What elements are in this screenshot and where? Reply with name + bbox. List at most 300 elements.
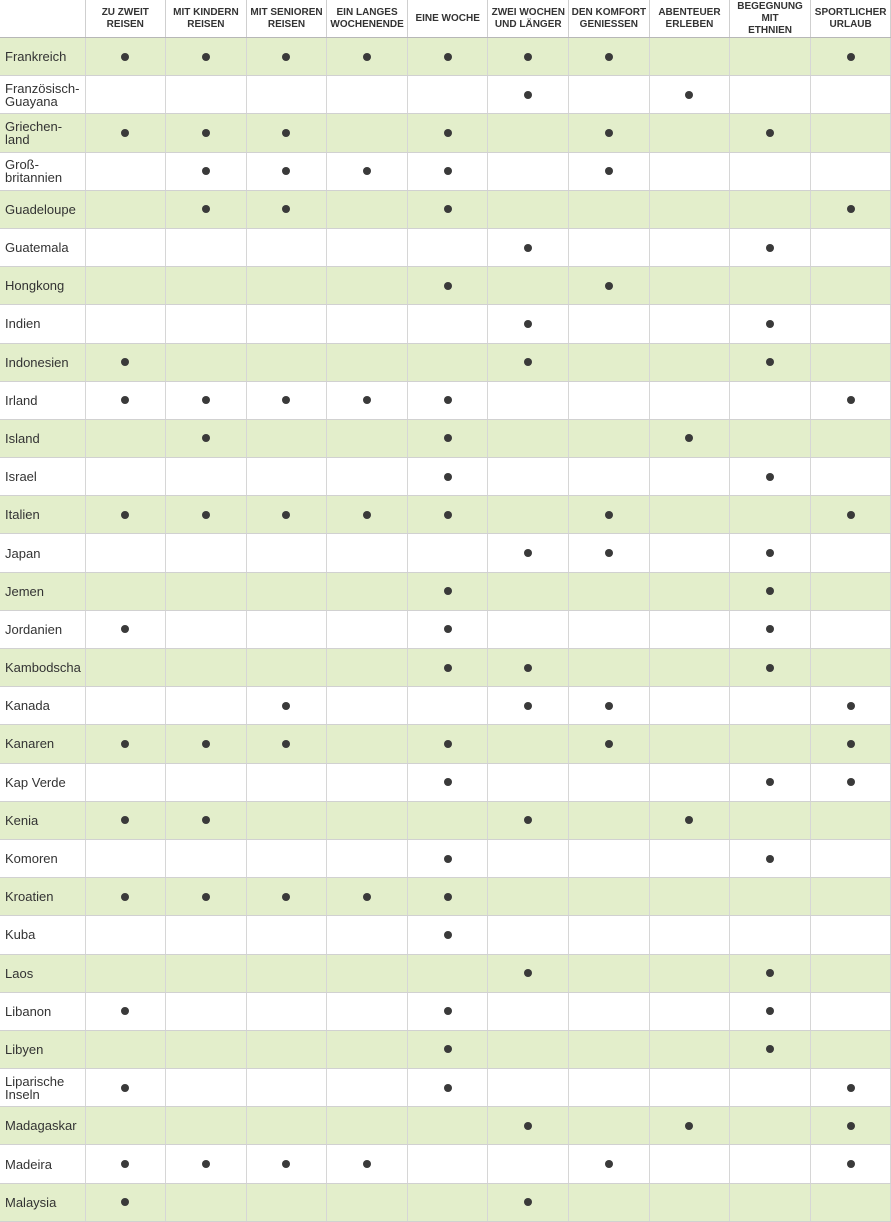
- mark-cell: [649, 649, 730, 687]
- mark-cell: [166, 1030, 247, 1068]
- mark-cell: [327, 1107, 408, 1145]
- mark-cell: [166, 572, 247, 610]
- mark-cell: [85, 878, 166, 916]
- bullet-dot-icon: [444, 511, 452, 519]
- bullet-dot-icon: [282, 53, 290, 61]
- bullet-dot-icon: [363, 396, 371, 404]
- column-header: SPORTLICHER URLAUB: [810, 0, 891, 38]
- mark-cell: [649, 267, 730, 305]
- mark-cell: [166, 114, 247, 152]
- mark-cell: [327, 76, 408, 114]
- bullet-dot-icon: [605, 167, 613, 175]
- bullet-dot-icon: [524, 549, 532, 557]
- bullet-dot-icon: [282, 129, 290, 137]
- country-name: Laos: [0, 954, 85, 992]
- country-name: Irland: [0, 381, 85, 419]
- mark-cell: [327, 343, 408, 381]
- mark-cell: [649, 496, 730, 534]
- bullet-dot-icon: [524, 702, 532, 710]
- mark-cell: [569, 419, 650, 457]
- mark-cell: [407, 76, 488, 114]
- mark-cell: [246, 534, 327, 572]
- table-row: [0, 610, 891, 648]
- mark-cell: [488, 878, 569, 916]
- mark-cell: [85, 687, 166, 725]
- mark-cell: [246, 610, 327, 648]
- mark-cell: [649, 381, 730, 419]
- mark-cell: [407, 992, 488, 1030]
- mark-cell: [730, 305, 811, 343]
- mark-cell: [649, 954, 730, 992]
- mark-cell: [569, 839, 650, 877]
- bullet-dot-icon: [444, 893, 452, 901]
- country-name: Kuba: [0, 916, 85, 954]
- mark-cell: [166, 687, 247, 725]
- mark-cell: [649, 1030, 730, 1068]
- mark-cell: [649, 992, 730, 1030]
- bullet-dot-icon: [766, 587, 774, 595]
- mark-cell: [569, 152, 650, 190]
- mark-cell: [730, 572, 811, 610]
- table-row: [0, 839, 891, 877]
- bullet-dot-icon: [685, 434, 693, 442]
- country-name: Hongkong: [0, 267, 85, 305]
- mark-cell: [407, 839, 488, 877]
- bullet-dot-icon: [524, 91, 532, 99]
- mark-cell: [407, 534, 488, 572]
- bullet-dot-icon: [202, 434, 210, 442]
- bullet-dot-icon: [202, 511, 210, 519]
- country-name: Kambodscha: [0, 649, 85, 687]
- mark-cell: [649, 1145, 730, 1183]
- mark-cell: [730, 534, 811, 572]
- mark-cell: [85, 190, 166, 228]
- bullet-dot-icon: [121, 1198, 129, 1206]
- mark-cell: [246, 839, 327, 877]
- bullet-dot-icon: [121, 1084, 129, 1092]
- bullet-dot-icon: [444, 1084, 452, 1092]
- mark-cell: [649, 114, 730, 152]
- bullet-dot-icon: [121, 396, 129, 404]
- mark-cell: [730, 114, 811, 152]
- mark-cell: [488, 649, 569, 687]
- bullet-dot-icon: [121, 1160, 129, 1168]
- mark-cell: [327, 725, 408, 763]
- mark-cell: [327, 572, 408, 610]
- mark-cell: [85, 38, 166, 76]
- column-header: MIT SENIOREN REISEN: [246, 0, 327, 38]
- mark-cell: [569, 305, 650, 343]
- mark-cell: [85, 381, 166, 419]
- mark-cell: [810, 1145, 891, 1183]
- table-row: [0, 649, 891, 687]
- country-name: Guatemala: [0, 228, 85, 266]
- mark-cell: [166, 381, 247, 419]
- mark-cell: [488, 305, 569, 343]
- mark-cell: [810, 763, 891, 801]
- bullet-dot-icon: [524, 1198, 532, 1206]
- bullet-dot-icon: [444, 53, 452, 61]
- mark-cell: [327, 419, 408, 457]
- mark-cell: [407, 916, 488, 954]
- bullet-dot-icon: [121, 1007, 129, 1015]
- bullet-dot-icon: [766, 320, 774, 328]
- country-name: Indien: [0, 305, 85, 343]
- mark-cell: [85, 763, 166, 801]
- column-header: BEGEGNUNG MIT ETHNIEN: [730, 0, 811, 38]
- mark-cell: [649, 534, 730, 572]
- header-row: [0, 0, 891, 38]
- mark-cell: [649, 152, 730, 190]
- country-name: Israel: [0, 458, 85, 496]
- mark-cell: [569, 38, 650, 76]
- bullet-dot-icon: [202, 53, 210, 61]
- mark-cell: [488, 228, 569, 266]
- mark-cell: [730, 1107, 811, 1145]
- mark-cell: [246, 267, 327, 305]
- mark-cell: [730, 649, 811, 687]
- mark-cell: [649, 343, 730, 381]
- mark-cell: [166, 916, 247, 954]
- mark-cell: [569, 1069, 650, 1107]
- mark-cell: [85, 1183, 166, 1221]
- mark-cell: [166, 267, 247, 305]
- mark-cell: [569, 649, 650, 687]
- mark-cell: [246, 76, 327, 114]
- mark-cell: [85, 267, 166, 305]
- mark-cell: [166, 228, 247, 266]
- column-header: EINE WOCHE: [407, 0, 488, 38]
- bullet-dot-icon: [444, 167, 452, 175]
- mark-cell: [730, 496, 811, 534]
- mark-cell: [810, 992, 891, 1030]
- mark-cell: [246, 496, 327, 534]
- mark-cell: [488, 572, 569, 610]
- mark-cell: [166, 801, 247, 839]
- mark-cell: [810, 228, 891, 266]
- mark-cell: [649, 458, 730, 496]
- country-name: Madeira: [0, 1145, 85, 1183]
- mark-cell: [327, 763, 408, 801]
- bullet-dot-icon: [766, 664, 774, 672]
- mark-cell: [246, 878, 327, 916]
- mark-cell: [569, 190, 650, 228]
- mark-cell: [407, 572, 488, 610]
- mark-cell: [649, 572, 730, 610]
- mark-cell: [810, 458, 891, 496]
- table-row: [0, 763, 891, 801]
- country-name: Kenia: [0, 801, 85, 839]
- mark-cell: [569, 992, 650, 1030]
- mark-cell: [407, 687, 488, 725]
- table-row: [0, 228, 891, 266]
- mark-cell: [166, 152, 247, 190]
- mark-cell: [649, 801, 730, 839]
- mark-cell: [246, 801, 327, 839]
- mark-cell: [569, 1030, 650, 1068]
- table-row: [0, 878, 891, 916]
- mark-cell: [407, 114, 488, 152]
- bullet-dot-icon: [363, 893, 371, 901]
- bullet-dot-icon: [444, 778, 452, 786]
- bullet-dot-icon: [282, 893, 290, 901]
- country-name: Madagaskar: [0, 1107, 85, 1145]
- mark-cell: [649, 916, 730, 954]
- mark-cell: [649, 1069, 730, 1107]
- country-name: Groß- britannien: [0, 152, 85, 190]
- mark-cell: [488, 76, 569, 114]
- mark-cell: [810, 38, 891, 76]
- bullet-dot-icon: [524, 969, 532, 977]
- mark-cell: [730, 610, 811, 648]
- mark-cell: [730, 1145, 811, 1183]
- mark-cell: [407, 458, 488, 496]
- mark-cell: [407, 343, 488, 381]
- bullet-dot-icon: [605, 511, 613, 519]
- bullet-dot-icon: [605, 1160, 613, 1168]
- mark-cell: [246, 343, 327, 381]
- bullet-dot-icon: [444, 664, 452, 672]
- bullet-dot-icon: [766, 625, 774, 633]
- mark-cell: [488, 801, 569, 839]
- mark-cell: [246, 687, 327, 725]
- mark-cell: [649, 878, 730, 916]
- country-name: Jordanien: [0, 610, 85, 648]
- mark-cell: [810, 496, 891, 534]
- mark-cell: [569, 1183, 650, 1221]
- mark-cell: [407, 1145, 488, 1183]
- mark-cell: [407, 801, 488, 839]
- bullet-dot-icon: [444, 129, 452, 137]
- mark-cell: [166, 1183, 247, 1221]
- mark-cell: [85, 534, 166, 572]
- bullet-dot-icon: [444, 587, 452, 595]
- mark-cell: [85, 343, 166, 381]
- mark-cell: [246, 114, 327, 152]
- mark-cell: [246, 419, 327, 457]
- bullet-dot-icon: [685, 1122, 693, 1130]
- mark-cell: [166, 992, 247, 1030]
- mark-cell: [810, 954, 891, 992]
- mark-cell: [730, 725, 811, 763]
- mark-cell: [327, 267, 408, 305]
- mark-cell: [85, 954, 166, 992]
- table-row: [0, 114, 891, 152]
- bullet-dot-icon: [847, 53, 855, 61]
- mark-cell: [730, 228, 811, 266]
- mark-cell: [166, 38, 247, 76]
- country-name: Kroatien: [0, 878, 85, 916]
- bullet-dot-icon: [524, 1122, 532, 1130]
- mark-cell: [246, 190, 327, 228]
- mark-cell: [327, 1183, 408, 1221]
- mark-cell: [246, 305, 327, 343]
- bullet-dot-icon: [847, 1084, 855, 1092]
- mark-cell: [85, 76, 166, 114]
- bullet-dot-icon: [444, 625, 452, 633]
- bullet-dot-icon: [605, 702, 613, 710]
- mark-cell: [166, 954, 247, 992]
- mark-cell: [327, 839, 408, 877]
- bullet-dot-icon: [766, 855, 774, 863]
- mark-cell: [246, 1069, 327, 1107]
- mark-cell: [488, 267, 569, 305]
- table-row: [0, 954, 891, 992]
- bullet-dot-icon: [363, 167, 371, 175]
- mark-cell: [166, 534, 247, 572]
- mark-cell: [166, 610, 247, 648]
- bullet-dot-icon: [847, 1122, 855, 1130]
- mark-cell: [649, 190, 730, 228]
- mark-cell: [810, 878, 891, 916]
- mark-cell: [569, 343, 650, 381]
- mark-cell: [407, 1030, 488, 1068]
- country-name: Frankreich: [0, 38, 85, 76]
- mark-cell: [166, 839, 247, 877]
- mark-cell: [488, 114, 569, 152]
- bullet-dot-icon: [605, 549, 613, 557]
- mark-cell: [85, 801, 166, 839]
- mark-cell: [488, 1107, 569, 1145]
- table-row: [0, 1107, 891, 1145]
- mark-cell: [569, 1145, 650, 1183]
- mark-cell: [488, 1069, 569, 1107]
- mark-cell: [730, 267, 811, 305]
- mark-cell: [327, 1069, 408, 1107]
- table-row: [0, 458, 891, 496]
- bullet-dot-icon: [847, 1160, 855, 1168]
- mark-cell: [327, 916, 408, 954]
- mark-cell: [327, 1145, 408, 1183]
- country-name: Libyen: [0, 1030, 85, 1068]
- table-row: [0, 76, 891, 114]
- mark-cell: [569, 114, 650, 152]
- bullet-dot-icon: [121, 511, 129, 519]
- table-row: [0, 267, 891, 305]
- mark-cell: [810, 1069, 891, 1107]
- mark-cell: [327, 190, 408, 228]
- bullet-dot-icon: [524, 816, 532, 824]
- mark-cell: [407, 419, 488, 457]
- mark-cell: [810, 534, 891, 572]
- bullet-dot-icon: [685, 91, 693, 99]
- mark-cell: [730, 954, 811, 992]
- mark-cell: [246, 458, 327, 496]
- table-body: [0, 38, 891, 1222]
- mark-cell: [85, 152, 166, 190]
- bullet-dot-icon: [524, 664, 532, 672]
- mark-cell: [85, 419, 166, 457]
- mark-cell: [85, 228, 166, 266]
- mark-cell: [407, 1069, 488, 1107]
- mark-cell: [85, 305, 166, 343]
- mark-cell: [407, 610, 488, 648]
- mark-cell: [730, 687, 811, 725]
- mark-cell: [85, 992, 166, 1030]
- mark-cell: [488, 1145, 569, 1183]
- mark-cell: [649, 610, 730, 648]
- mark-cell: [166, 878, 247, 916]
- mark-cell: [649, 1107, 730, 1145]
- mark-cell: [327, 992, 408, 1030]
- mark-cell: [407, 878, 488, 916]
- mark-cell: [730, 38, 811, 76]
- mark-cell: [810, 801, 891, 839]
- bullet-dot-icon: [605, 53, 613, 61]
- bullet-dot-icon: [202, 167, 210, 175]
- mark-cell: [85, 1107, 166, 1145]
- mark-cell: [407, 1107, 488, 1145]
- mark-cell: [166, 458, 247, 496]
- mark-cell: [246, 1183, 327, 1221]
- mark-cell: [407, 1183, 488, 1221]
- bullet-dot-icon: [282, 1160, 290, 1168]
- bullet-dot-icon: [766, 549, 774, 557]
- bullet-dot-icon: [282, 511, 290, 519]
- mark-cell: [810, 916, 891, 954]
- mark-cell: [488, 381, 569, 419]
- mark-cell: [246, 649, 327, 687]
- mark-cell: [810, 76, 891, 114]
- bullet-dot-icon: [524, 320, 532, 328]
- mark-cell: [327, 458, 408, 496]
- bullet-dot-icon: [282, 167, 290, 175]
- mark-cell: [246, 1107, 327, 1145]
- mark-cell: [488, 725, 569, 763]
- bullet-dot-icon: [444, 1007, 452, 1015]
- mark-cell: [327, 610, 408, 648]
- mark-cell: [488, 190, 569, 228]
- mark-cell: [327, 687, 408, 725]
- bullet-dot-icon: [524, 244, 532, 252]
- country-name: Griechen- land: [0, 114, 85, 152]
- column-header: EIN LANGES WOCHENENDE: [327, 0, 408, 38]
- country-name: Kanada: [0, 687, 85, 725]
- table-row: [0, 343, 891, 381]
- table-row: [0, 419, 891, 457]
- mark-cell: [407, 305, 488, 343]
- bullet-dot-icon: [766, 358, 774, 366]
- mark-cell: [569, 687, 650, 725]
- mark-cell: [810, 839, 891, 877]
- bullet-dot-icon: [282, 396, 290, 404]
- mark-cell: [488, 38, 569, 76]
- mark-cell: [569, 267, 650, 305]
- mark-cell: [488, 763, 569, 801]
- mark-cell: [488, 992, 569, 1030]
- mark-cell: [488, 687, 569, 725]
- column-header: ABENTEUER ERLEBEN: [649, 0, 730, 38]
- mark-cell: [85, 458, 166, 496]
- mark-cell: [730, 458, 811, 496]
- mark-cell: [569, 458, 650, 496]
- mark-cell: [488, 1183, 569, 1221]
- bullet-dot-icon: [766, 778, 774, 786]
- mark-cell: [85, 496, 166, 534]
- country-name: Guadeloupe: [0, 190, 85, 228]
- bullet-dot-icon: [444, 1045, 452, 1053]
- mark-cell: [810, 572, 891, 610]
- table-row: [0, 1069, 891, 1107]
- mark-cell: [166, 419, 247, 457]
- mark-cell: [166, 190, 247, 228]
- bullet-dot-icon: [282, 740, 290, 748]
- mark-cell: [488, 1030, 569, 1068]
- mark-cell: [327, 38, 408, 76]
- mark-cell: [810, 687, 891, 725]
- mark-cell: [166, 725, 247, 763]
- mark-cell: [246, 1145, 327, 1183]
